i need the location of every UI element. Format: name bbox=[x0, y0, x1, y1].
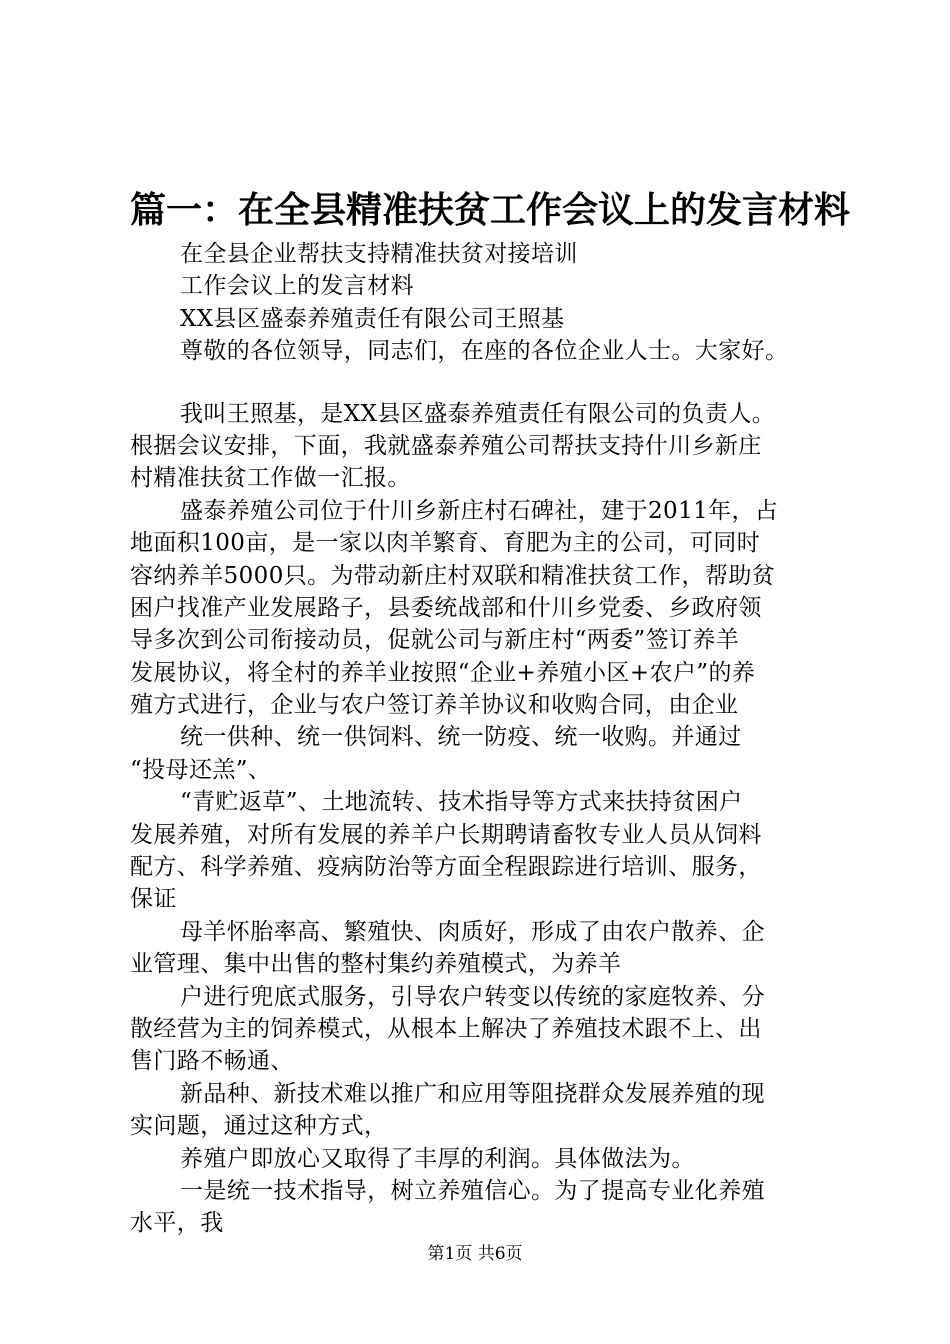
text-line: 新品种、新技术难以推广和应用等阻挠群众发展养殖的现 bbox=[180, 1080, 765, 1107]
text-line: 发展协议，将全村的养羊业按照“企业+养殖小区+农户”的养 bbox=[130, 659, 756, 686]
text-line: 在全县企业帮扶支持精准扶贫对接培训 bbox=[180, 241, 578, 267]
text-line: 一是统一技术指导，树立养殖信心。为了提高专业化养殖 bbox=[180, 1177, 765, 1204]
text-line: 困户找准产业发展路子，县委统战部和什川乡党委、乡政府领 bbox=[130, 594, 762, 621]
text-line: 导多次到公司衔接动员，促就公司与新庄村“两委”签订养羊 bbox=[130, 627, 740, 654]
text-line: 容纳养羊5000只。为带动新庄村双联和精准扶贫工作，帮助贫 bbox=[130, 562, 776, 589]
page-footer: 第1页 共6页 bbox=[427, 1244, 523, 1264]
text-line: 盛泰养殖公司位于什川乡新庄村石碑社，建于2011年，占 bbox=[180, 497, 779, 524]
text-line: “投母还羔”、 bbox=[130, 756, 272, 783]
text-line: 我叫王照基，是XX县区盛泰养殖责任有限公司的负责人。 bbox=[180, 400, 776, 427]
text-line: 户进行兜底式服务，引导农户转变以传统的家庭牧养、分 bbox=[180, 983, 765, 1010]
text-line: 养殖户即放心又取得了丰厚的利润。具体做法为。 bbox=[180, 1145, 695, 1172]
text-line: 保证 bbox=[130, 886, 177, 913]
text-line: 散经营为主的饲养模式，从根本上解决了养殖技术跟不上、出 bbox=[130, 1015, 762, 1042]
text-line: 工作会议上的发言材料 bbox=[180, 273, 414, 300]
paragraph-gap bbox=[130, 368, 830, 398]
text-line: 殖方式进行，企业与农户签订养羊协议和收购合同，由企业 bbox=[130, 692, 739, 719]
text-line: 发展养殖，对所有发展的养羊户长期聘请畜牧专业人员从饲料 bbox=[130, 821, 762, 848]
text-line: 根据会议安排，下面，我就盛泰养殖公司帮扶支持什川乡新庄 bbox=[130, 432, 762, 459]
text-line: 配方、科学养殖、疫病防治等方面全程跟踪进行培训、服务， bbox=[130, 854, 762, 881]
text-line: XX县区盛泰养殖责任有限公司王照基 bbox=[180, 305, 565, 332]
text-line: 业管理、集中出售的整村集约养殖模式，为养羊 bbox=[130, 951, 622, 978]
text-line: “青贮返草”、土地流转、技术指导等方式来扶持贫困户 bbox=[180, 789, 743, 816]
text-line: 地面积100亩，是一家以肉羊繁育、育肥为主的公司，可同时 bbox=[130, 530, 761, 557]
text-line: 村精准扶贫工作做一汇报。 bbox=[130, 465, 411, 492]
text-line: 统一供种、统一供饲料、统一防疫、统一收购。并通过 bbox=[180, 724, 742, 751]
document-body bbox=[130, 238, 830, 1240]
document-title: 篇一：在全县精准扶贫工作会议上的发言材料 bbox=[130, 189, 851, 231]
text-line: 售门路不畅通、 bbox=[130, 1048, 294, 1075]
text-line: 实问题，通过这种方式， bbox=[130, 1113, 388, 1140]
text-line: 母羊怀胎率高、繁殖快、肉质好，形成了由农户散养、企 bbox=[180, 918, 765, 945]
text-line: 水平，我 bbox=[130, 1210, 224, 1237]
text-line: 尊敬的各位领导，同志们，在座的各位企业人士。大家好。 bbox=[180, 338, 789, 365]
